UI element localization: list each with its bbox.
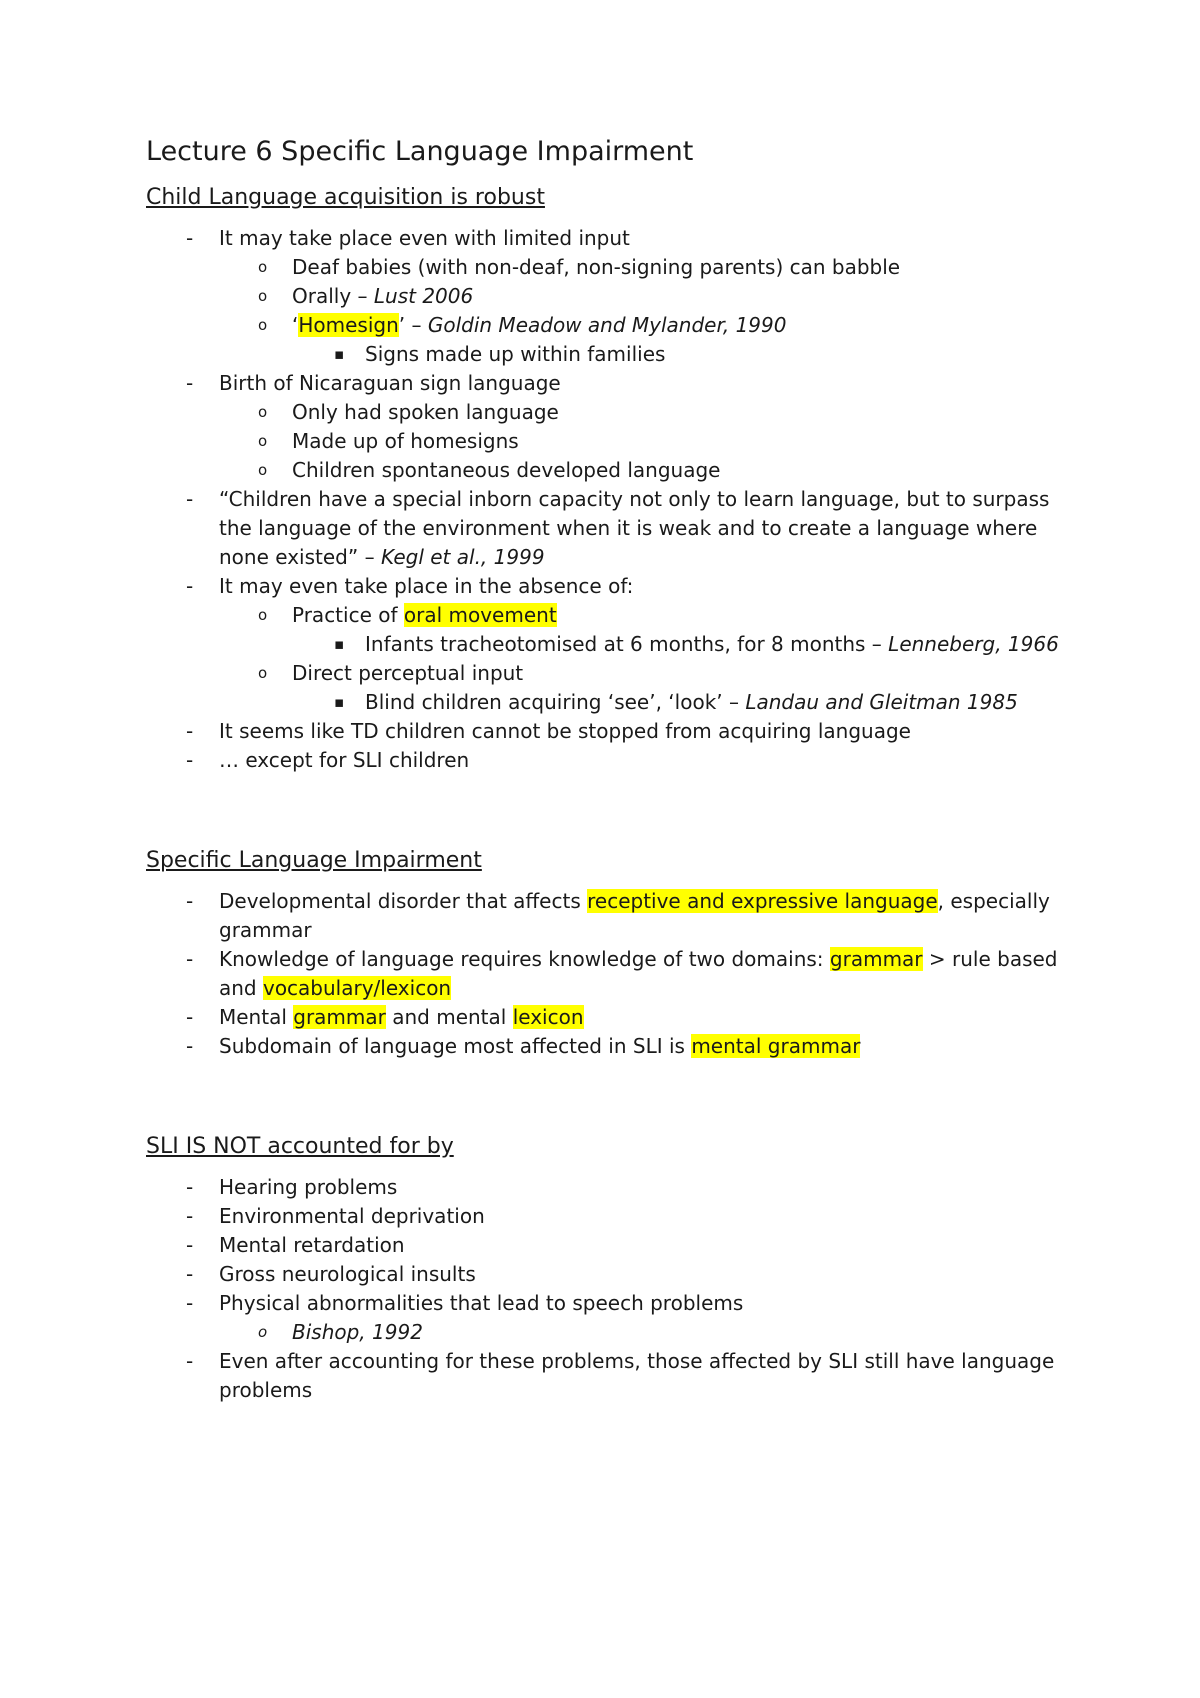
section-heading-sli: Specific Language Impairment: [146, 848, 482, 873]
citation: Goldin Meadow and Mylander, 1990: [427, 313, 787, 337]
list-item: - Knowledge of language requires knowledge of two domains: grammar > rule based and vocabulary/lexicon: [186, 947, 1058, 1000]
circle-marker: o: [258, 258, 268, 276]
list-item: o Practice of oral movement: [146, 601, 1086, 630]
list-item: - It seems like TD children cannot be stopped from acquiring language: [146, 717, 1086, 746]
circle-marker: o: [258, 664, 268, 682]
highlight: lexicon: [512, 1005, 584, 1029]
highlight: Homesign: [298, 313, 399, 337]
list-item: o ‘Homesign’ – Goldin Meadow and Mylander, 1990: [146, 311, 1086, 340]
dash-marker: -: [186, 1034, 194, 1058]
spacer: [146, 1061, 1086, 1131]
list-item: - It may take place even with limited input: [146, 224, 1086, 253]
list-item: - Mental grammar and mental lexicon: [146, 1003, 1086, 1032]
highlight: vocabulary/lexicon: [262, 976, 452, 1000]
citation: Lenneberg, 1966: [888, 632, 1059, 656]
list-item: o Children spontaneous developed language: [146, 456, 1086, 485]
list-item: ▪ Infants tracheotomised at 6 months, for 8 months – Lenneberg, 1966: [146, 630, 1086, 659]
sub-sub-list: [146, 340, 1086, 369]
highlight: grammar: [293, 1005, 386, 1029]
dash-marker: -: [186, 1349, 194, 1373]
dash-marker: -: [186, 719, 194, 743]
list-item: o Deaf babies (with non-deaf, non-signing parents) can babble: [146, 253, 1086, 282]
section-heading-not-accounted: SLI IS NOT accounted for by: [146, 1134, 454, 1159]
list-item: - Gross neurological insults: [146, 1260, 1086, 1289]
highlight: mental grammar: [691, 1034, 861, 1058]
list-item: - … except for SLI children: [146, 746, 1086, 775]
dash-marker: -: [186, 1005, 194, 1029]
circle-marker: o: [258, 316, 268, 334]
sub-list: [146, 1318, 1086, 1347]
square-marker: ▪: [334, 635, 345, 653]
dash-marker: -: [186, 748, 194, 772]
sub-list: [146, 601, 1086, 717]
list-item: o Only had spoken language: [146, 398, 1086, 427]
list-item: - Physical abnormalities that lead to speech problems: [146, 1289, 1086, 1318]
list-item: o Orally – Lust 2006: [146, 282, 1086, 311]
list-item: [146, 1318, 1086, 1347]
dash-marker: -: [186, 889, 194, 913]
dash-marker: -: [186, 226, 194, 250]
list-item: o Direct perceptual input: [146, 659, 1086, 688]
list-item: - “Children have a special inborn capacity not only to learn language, but to surpass the language of the environment when it is weak and to create a language where none existed” – Kegl et al., 1999: [186, 487, 1050, 569]
list-item: - Developmental disorder that affects receptive and expressive language, especially grammar: [186, 889, 1050, 942]
circle-marker: o: [258, 606, 268, 624]
dash-marker: -: [186, 1291, 194, 1315]
list-item: - It may even take place in the absence of:: [146, 572, 1086, 601]
list-item: - Subdomain of language most affected in SLI is mental grammar: [146, 1032, 1086, 1061]
document-page: [146, 132, 1086, 1405]
circle-marker: o: [258, 432, 268, 450]
dash-marker: -: [186, 1204, 194, 1228]
circle-marker: o: [258, 461, 268, 479]
highlight: receptive and expressive language: [587, 889, 938, 913]
citation: Lust 2006: [373, 284, 474, 308]
dash-marker: -: [186, 1233, 194, 1257]
list-item: o Made up of homesigns: [146, 427, 1086, 456]
sub-list: [146, 253, 1086, 369]
square-marker: ▪: [334, 345, 345, 363]
list-item: - Even after accounting for these problems, those affected by SLI still have language problems: [186, 1349, 1055, 1402]
circle-marker: o: [258, 287, 268, 305]
spacer: [146, 775, 1086, 845]
bullet-list: [146, 224, 1086, 775]
sub-sub-list: [146, 630, 1086, 659]
highlight: grammar: [829, 947, 923, 971]
citation: Kegl et al., 1999: [380, 545, 545, 569]
list-item: ▪ Blind children acquiring ‘see’, ‘look’ – Landau and Gleitman 1985: [146, 688, 1086, 717]
list-item: - Hearing problems: [146, 1173, 1086, 1202]
dash-marker: -: [186, 1262, 194, 1286]
section-heading-robust: Child Language acquisition is robust: [146, 185, 545, 210]
dash-marker: -: [186, 1175, 194, 1199]
highlight: oral movement: [403, 603, 557, 627]
citation: Landau and Gleitman 1985: [745, 690, 1018, 714]
list-item: - Environmental deprivation: [146, 1202, 1086, 1231]
bullet-list: [146, 1173, 1086, 1405]
list-item: - Birth of Nicaraguan sign language: [146, 369, 1086, 398]
dash-marker: -: [186, 574, 194, 598]
bullet-list: [146, 887, 1086, 1061]
sub-sub-list: [146, 688, 1086, 717]
page-title: Lecture 6 Specific Language Impairment: [146, 136, 694, 167]
square-marker: ▪: [334, 693, 345, 711]
dash-marker: -: [186, 371, 194, 395]
dash-marker: -: [186, 947, 194, 971]
list-item: ▪ Signs made up within families: [146, 340, 1086, 369]
sub-list: [146, 398, 1086, 485]
circle-marker: o: [258, 1323, 268, 1341]
list-item: - Mental retardation: [146, 1231, 1086, 1260]
citation: Bishop, 1992: [292, 1320, 423, 1344]
dash-marker: -: [186, 487, 194, 511]
circle-marker: o: [258, 403, 268, 421]
